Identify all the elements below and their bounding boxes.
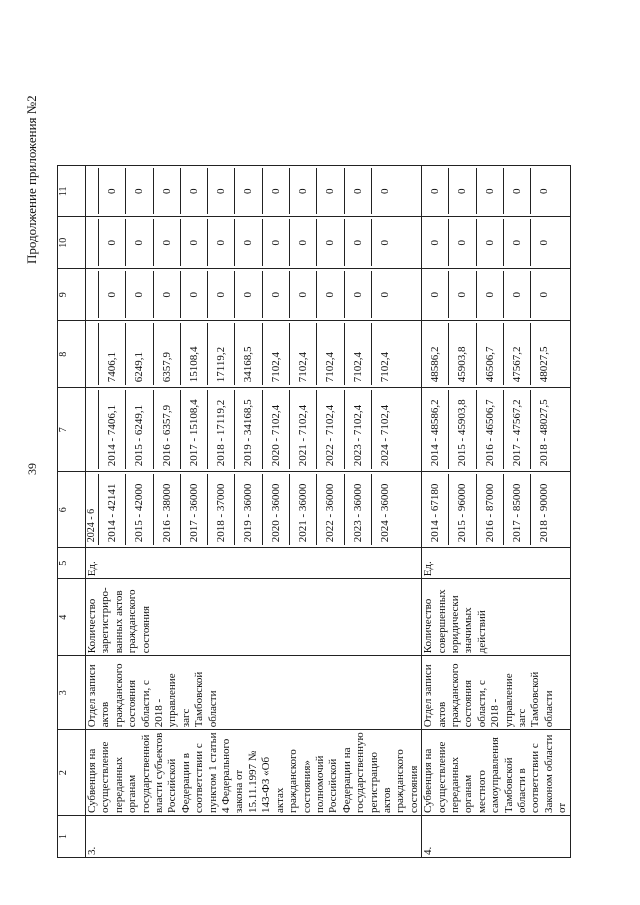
column-number: 6 [58,472,86,548]
col8-value: 48027,5 [530,323,557,385]
row-number: 3. [86,846,98,855]
col9-value: 0 [262,271,289,318]
col9-value: 0 [207,271,234,318]
col7-value: 2021 - 7102,4 [289,390,316,469]
column-number: 2 [58,730,86,816]
col10-value: 0 [289,219,316,266]
column-number: 7 [58,388,86,472]
col8-value: 7406,1 [98,323,125,385]
col10-value: 0 [180,219,207,266]
col9-value: 0 [344,271,371,318]
col8-value: 7102,4 [316,323,343,385]
col7-value: 2015 - 45903,8 [448,390,475,469]
col10-value: 0 [98,219,125,266]
col7-value: 2017 - 47567,2 [503,390,530,469]
col9-value: 0 [153,271,180,318]
indicator-cell [86,579,422,656]
col9-value: 0 [503,271,530,318]
col10-value: 0 [530,219,557,266]
name-cell [86,730,422,816]
col11-value: 0 [503,168,530,214]
col8-value: 48586,2 [429,346,442,383]
unit: Ед. [86,561,98,577]
col6-value: 2014 - 67180 [429,483,442,543]
executor-cell [86,656,422,730]
row-number-cell [422,816,570,858]
empty-subcell [86,323,98,385]
col11-value: 0 [125,168,152,214]
col9-cell [86,269,422,321]
col7-value: 2023 - 7102,4 [344,390,371,469]
col8-value: 7102,4 [289,323,316,385]
col6-value: 2021 - 36000 [289,474,316,545]
col7-value: 2015 - 6249,1 [125,390,152,469]
col10-value: 0 [371,219,398,266]
unit-cell [86,548,422,579]
col11-value: 0 [371,168,398,214]
executor: Отдел записи актов гражданского состояния области, с 2018 - управление загс Тамбовской области [422,663,555,728]
col7-value: 2020 - 7102,4 [262,390,289,469]
col6-cell [86,472,422,548]
col11-value: 0 [207,168,234,214]
col7-value: 2016 - 6357,9 [153,390,180,469]
col9-value: 0 [180,271,207,318]
col6-value: 2018 - 90000 [530,474,557,545]
col7-value: 2014 - 48586,2 [429,399,442,467]
col8-value: 47567,2 [503,323,530,385]
col9-cell [422,269,570,321]
column-number: 8 [58,321,86,388]
col6-value: 2024 - 36000 [371,474,398,545]
col11-value: 0 [262,168,289,214]
col8-value: 45903,8 [448,323,475,385]
col10-value: 0 [448,219,475,266]
col7-value: 2016 - 46506,7 [476,390,503,469]
col8-value: 7102,4 [344,323,371,385]
row-number-cell [86,816,422,858]
table-row [422,166,570,858]
col10-value: 0 [125,219,152,266]
col11-value: 0 [476,168,503,214]
measure-name: Субвенция на осуществление переданных органам государственной власти субъектов Российской Федерации в соответствии с пунктом 1 статьи 4 Федерального закона от 15.11.1997 № 143-ФЗ «Об актах гражданского состояния» полномочий Российской Федерации на государственную регистрацию актов гражданского состояния [86,732,420,813]
col8-cell [422,321,570,388]
unit-cell [422,548,570,579]
column-number: 9 [58,269,86,321]
col6-value: 2016 - 38000 [153,474,180,545]
col10-value: 0 [153,219,180,266]
col10-value: 0 [476,219,503,266]
col10-value: 0 [234,219,261,266]
col11-value: 0 [344,168,371,214]
col11-value: 0 [429,188,442,195]
col7-value: 2017 - 15108,4 [180,390,207,469]
col6-value: 2022 - 36000 [316,474,343,545]
empty-subcell [86,168,98,214]
col8-value: 6249,1 [125,323,152,385]
col10-value: 0 [316,219,343,266]
col7-value: 2018 - 48027,5 [530,390,557,469]
page-number: 39 [25,463,39,475]
col10-value: 0 [344,219,371,266]
col6-value: 2017 - 85000 [503,474,530,545]
col10-value: 0 [207,219,234,266]
col9-value: 0 [448,271,475,318]
col6-value: 2023 - 36000 [344,474,371,545]
col11-value: 0 [98,168,125,214]
col11-value: 0 [234,168,261,214]
col6-value: 2015 - 42000 [125,474,152,545]
measure-name: Субвенция на осуществление переданных органам местного самоуправления Тамбовской области в соответствии с Законом области от [422,734,569,813]
col10-cell [86,217,422,269]
col6-value: 2020 - 36000 [262,474,289,545]
table-row [86,166,422,858]
col11-value: 0 [153,168,180,214]
col6-value: 2018 - 37000 [207,474,234,545]
row-number: 4. [422,846,435,855]
empty-subcell [86,271,98,318]
col8-value: 17119,2 [207,323,234,385]
cell-continuation: 2024 - 6 [86,508,97,543]
document-header: Продолжение приложения №2 [24,95,39,264]
empty-subcell [86,219,98,266]
col7-cell [86,388,422,472]
col10-value: 0 [429,240,442,246]
col9-value: 0 [476,271,503,318]
name-cell [422,730,570,816]
column-number: 11 [58,166,86,217]
column-number: 4 [58,579,86,656]
column-number: 10 [58,217,86,269]
col6-value: 2019 - 36000 [234,474,261,545]
indicator: Количество зарегистриро-ванных актов гражданского состояния [86,587,152,654]
col7-value: 2019 - 34168,5 [234,390,261,469]
col9-value: 0 [234,271,261,318]
unit: Ед. [422,561,435,577]
col9-value: 0 [125,271,152,318]
col8-value: 7102,4 [371,323,398,385]
col9-value: 0 [530,271,557,318]
col11-value: 0 [316,168,343,214]
col8-cell [86,321,422,388]
executor-cell [422,656,570,730]
col7-value: 2022 - 7102,4 [316,390,343,469]
col11-value: 0 [448,168,475,214]
column-number: 3 [58,656,86,730]
col6-value: 2014 - 42141 [98,474,125,545]
col11-cell [422,166,570,217]
indicator: Количество совершенных юридически значимых действий [422,589,488,654]
col7-value: 2024 - 7102,4 [371,390,398,469]
column-number: 1 [58,816,86,858]
col11-value: 0 [530,168,557,214]
col8-value: 6357,9 [153,323,180,385]
col9-value: 0 [429,292,442,298]
column-number: 5 [58,548,86,579]
col8-value: 46506,7 [476,323,503,385]
col8-value: 34168,5 [234,323,261,385]
col6-cell [422,472,570,548]
col9-value: 0 [98,271,125,318]
col6-value: 2017 - 36000 [180,474,207,545]
col10-value: 0 [262,219,289,266]
col10-cell [422,217,570,269]
column-number-row [58,166,86,858]
col8-value: 7102,4 [262,323,289,385]
col6-value: 2015 - 96000 [448,474,475,545]
col8-value: 15108,4 [180,323,207,385]
col11-value: 0 [180,168,207,214]
data-table [57,165,571,858]
col11-value: 0 [289,168,316,214]
executor: Отдел записи актов гражданского состояния области, с 2018 - управление загс Тамбовской области [86,663,219,728]
indicator-cell [422,579,570,656]
col7-value: 2014 - 7406,1 [98,390,125,469]
col11-cell [86,166,422,217]
col9-value: 0 [316,271,343,318]
col7-cell [422,388,570,472]
col10-value: 0 [503,219,530,266]
col9-value: 0 [371,271,398,318]
col6-value: 2016 - 87000 [476,474,503,545]
col7-value: 2018 - 17119,2 [207,390,234,469]
empty-subcell [86,390,98,469]
col9-value: 0 [289,271,316,318]
